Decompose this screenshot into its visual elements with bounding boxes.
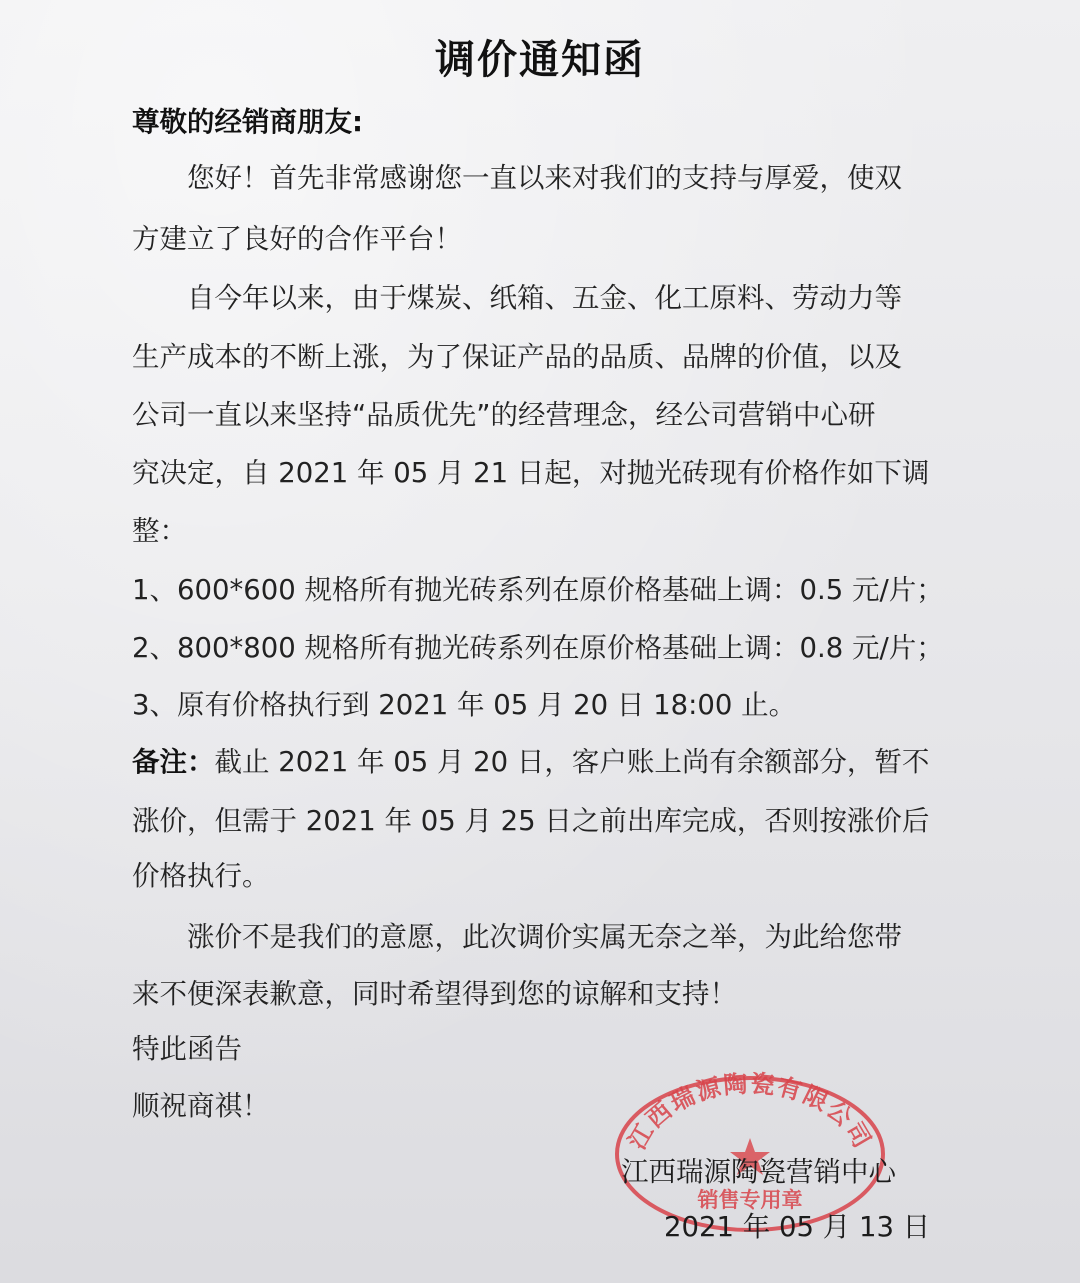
signature-org: 江西瑞源陶瓷营销中心	[621, 1156, 896, 1188]
paragraph-line: 整：	[132, 515, 187, 547]
paragraph-line: 方建立了良好的合作平台！	[132, 223, 462, 255]
note-line	[132, 744, 929, 780]
document-title: 调价通知函	[435, 37, 645, 83]
seal-outer-text: 江西瑞源陶瓷有限公司	[622, 1069, 878, 1155]
paragraph-line: 您好！首先非常感谢您一直以来对我们的支持与厚爱，使双	[187, 162, 902, 194]
closing-line: 顺祝商祺！	[132, 1090, 270, 1122]
company-seal	[612, 1062, 888, 1232]
note-label: 备注：	[132, 746, 215, 778]
paragraph-line: 来不便深表歉意，同时希望得到您的谅解和支持！	[132, 978, 737, 1010]
salutation: 尊敬的经销商朋友:	[132, 106, 363, 138]
paragraph-line: 生产成本的不断上涨，为了保证产品的品质、品牌的价值，以及	[132, 341, 902, 373]
paragraph-line: 自今年以来，由于煤炭、纸箱、五金、化工原料、劳动力等	[187, 282, 902, 314]
closing-line: 特此函告	[132, 1033, 242, 1065]
note-text: 截止 2021 年 05 月 20 日，客户账上尚有余额部分，暂不	[214, 746, 930, 778]
paragraph-line: 究决定，自 2021 年 05 月 21 日起，对抛光砖现有价格作如下调	[132, 457, 930, 489]
paragraph-line: 涨价不是我们的意愿，此次调价实属无奈之举，为此给您带	[187, 921, 902, 953]
paragraph-line: 价格执行。	[132, 860, 270, 892]
paragraph-line: 公司一直以来坚持“品质优先”的经营理念，经公司营销中心研	[132, 399, 876, 431]
paragraph-line: 涨价，但需于 2021 年 05 月 25 日之前出库完成，否则按涨价后	[132, 805, 930, 837]
seal-bottom-text: 销售专用章	[697, 1188, 803, 1212]
signature-date: 2021 年 05 月 13 日	[664, 1211, 931, 1243]
list-item: 3、原有价格执行到 2021 年 05 月 20 日 18:00 止。	[132, 689, 797, 721]
list-item: 1、600*600 规格所有抛光砖系列在原价格基础上调：0.5 元/片；	[132, 574, 944, 606]
list-item: 2、800*800 规格所有抛光砖系列在原价格基础上调：0.8 元/片；	[132, 632, 944, 664]
